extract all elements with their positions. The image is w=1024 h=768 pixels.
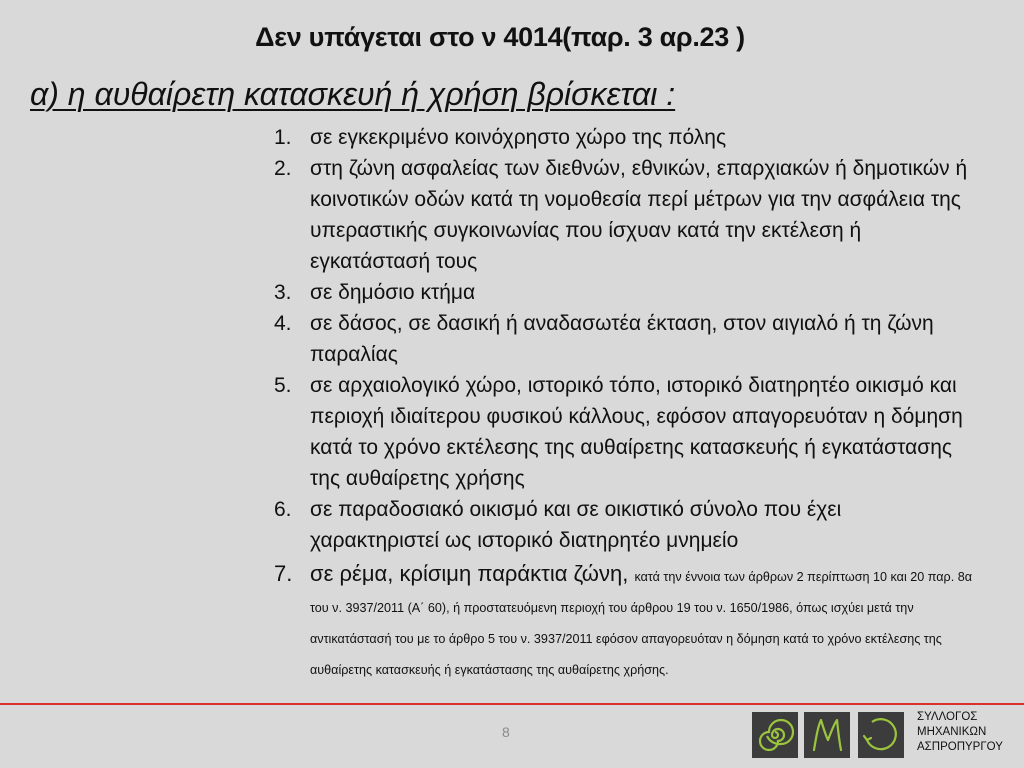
list-item-number: 5.	[274, 374, 292, 397]
list-item	[274, 558, 974, 682]
list-item-text: σε αρχαιολογικό χώρο, ιστορικό τόπο, ιστορικό διατηρητέο οικισμό και περιοχή ιδιαίτερου φυσικού κάλλους, εφόσον απαγορευόταν η δόμηση κατά το χρόνο εκτέλεσης της αυθαίρετης κατασκευής ή εγκατάστασης της αυθαίρετης χρήσης	[310, 374, 963, 490]
list-item-number: 2.	[274, 157, 292, 180]
circle-arrow-icon	[858, 712, 904, 758]
slide-subtitle: α) η αυθαίρετη κατασκευή ή χρήση βρίσκεται :	[30, 76, 676, 112]
list-item-text: στη ζώνη ασφαλείας των διεθνών, εθνικών, επαρχιακών ή δημοτικών ή κοινοτικών οδών κατά τη νομοθεσία περί μέτρων για την ασφάλεια της υπεραστικής συγκοινωνίας που ίσχυαν κατά την εκτέλεση ή εγκατάστασή τους	[310, 157, 968, 273]
list-item-number: 3.	[274, 281, 292, 304]
list-item	[274, 494, 974, 556]
org-line: ΜΗΧΑΝΙΚΩΝ	[917, 726, 987, 738]
org-line: ΑΣΠΡΟΠΥΡΓΟΥ	[917, 741, 1003, 753]
list-item	[274, 122, 974, 153]
page-number: 8	[502, 724, 510, 740]
list-item	[274, 277, 974, 308]
list-item-number: 7.	[274, 561, 293, 586]
list-item-text: σε δημόσιο κτήμα	[310, 281, 476, 304]
spiral-icon	[752, 712, 798, 758]
list-item-number: 6.	[274, 498, 292, 521]
list-item-text: σε εγκεκριμένο κοινόχρηστο χώρο της πόλης	[310, 126, 727, 149]
org-line: ΣΥΛΛΟΓΟΣ	[917, 711, 978, 723]
list-item-number: 4.	[274, 312, 292, 335]
m-letter-icon	[804, 712, 850, 758]
footer-divider	[0, 703, 1024, 705]
slide-title: Δεν υπάγεται στο ν 4014(παρ. 3 αρ.23 )	[255, 22, 745, 52]
list-item	[274, 370, 974, 494]
list-item	[274, 153, 974, 277]
list-item-text: σε ρέμα, κρίσιμη παράκτια ζώνη,	[310, 561, 629, 586]
criteria-list	[274, 122, 974, 682]
list-item-small-text: κατά την έννοια των άρθρων 2 περίπτωση 10 και 20 παρ. 8α του ν. 3937/2011 (Α΄ 60), ή προστατευόμενη περιοχή του άρθρου 19 του ν. 1650/1986, όπως ισχύει μετά την αντικατάστασή του με το άρθρο 5 του ν. 3937/2011 εφόσον απαγορευόταν η δόμηση κατά το χρόνο εκτέλεσης της αυθαίρετης κατασκευής ή εγκατάστασης της αυθαίρετης χρήσης.	[310, 570, 973, 677]
list-item-text: σε παραδοσιακό οικισμό και σε οικιστικό σύνολο που έχει χαρακτηριστεί ως ιστορικό διατηρητέο μνημείο	[310, 498, 842, 552]
list-item-text: σε δάσος, σε δασική ή αναδασωτέα έκταση, στον αιγιαλό ή τη ζώνη παραλίας	[310, 312, 934, 366]
organization-name	[917, 710, 1003, 755]
list-item	[274, 308, 974, 370]
list-item-number: 1.	[274, 126, 292, 149]
